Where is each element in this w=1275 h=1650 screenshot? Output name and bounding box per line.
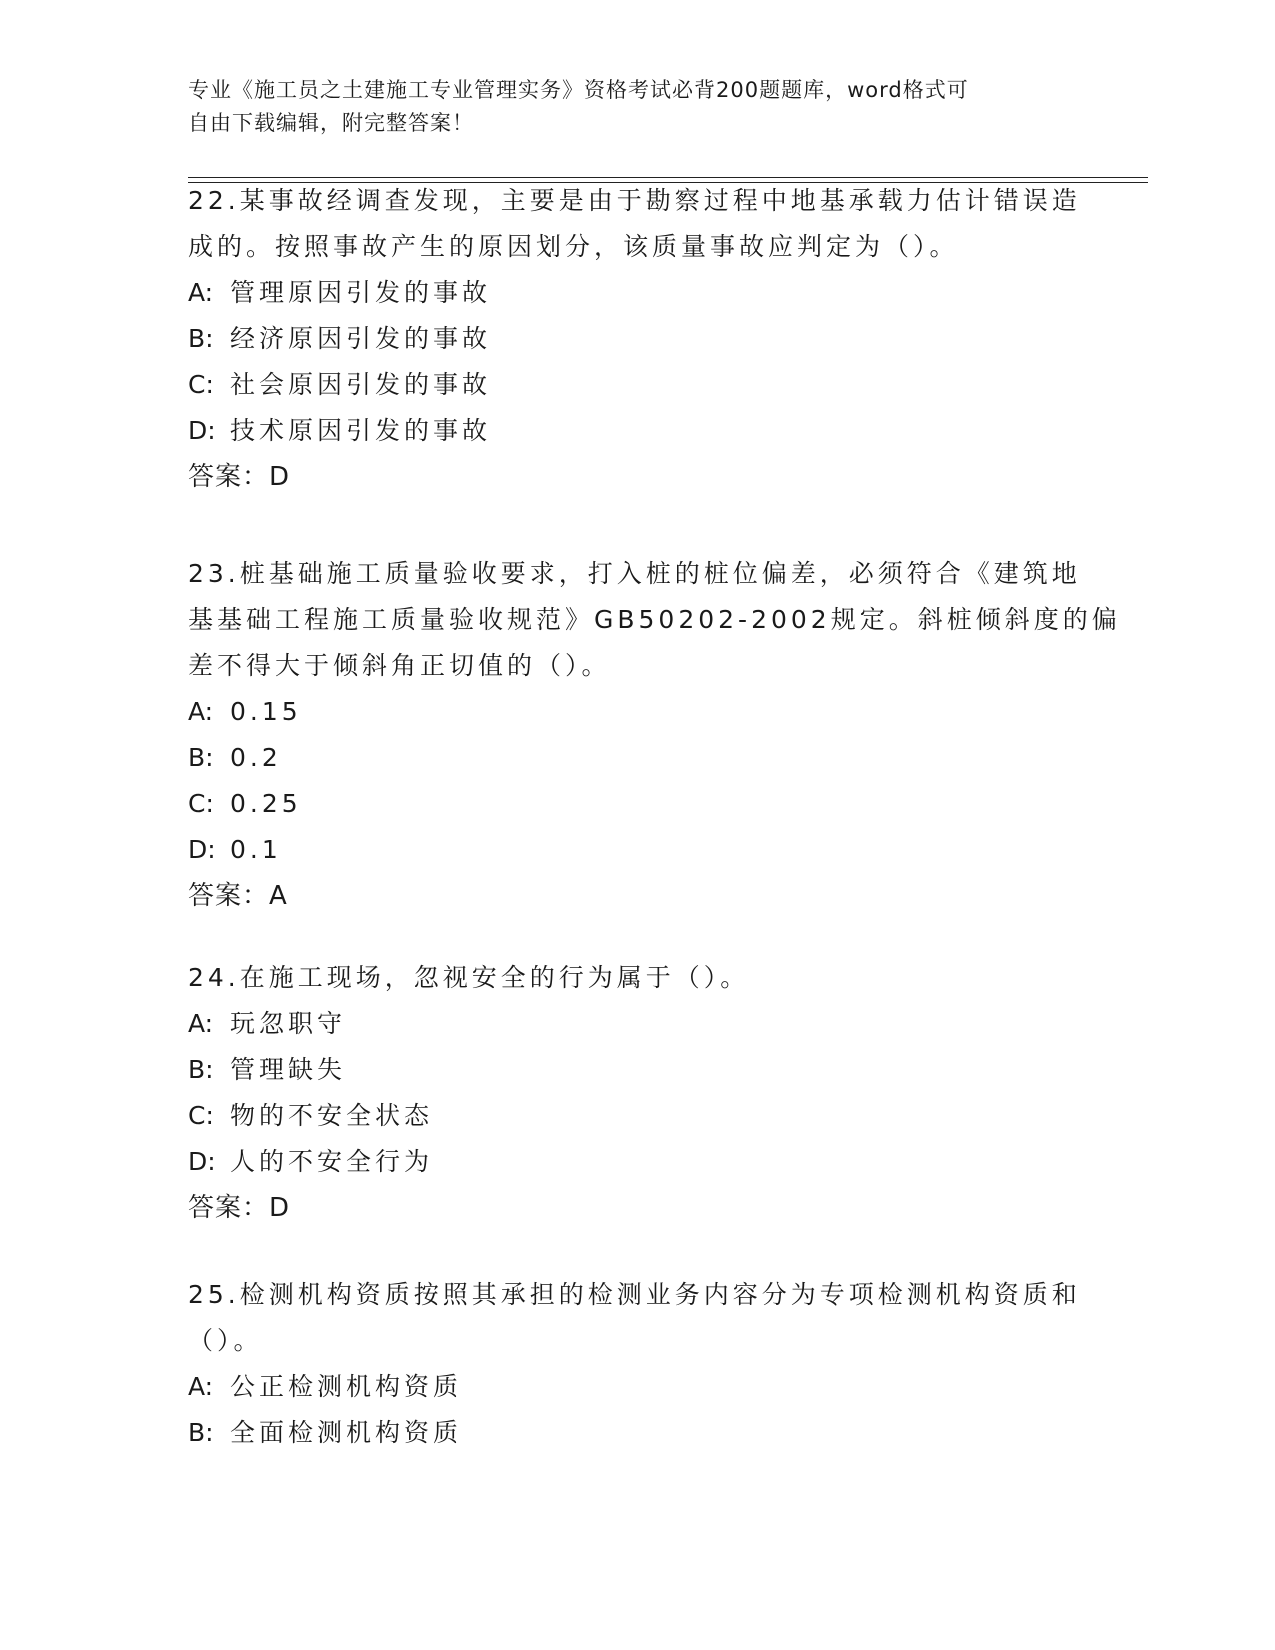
option-b [188, 316, 1088, 362]
option-text: 社会原因引发的事故 [230, 370, 492, 399]
option-letter: A: [188, 697, 214, 726]
answer-line: 答案：D [188, 1193, 291, 1223]
option-d [188, 408, 1088, 454]
question-stem-line: 22.某事故经调查发现，主要是由于勘察过程中地基承载力估计错误造 [188, 186, 1081, 215]
option-d [188, 1139, 1088, 1185]
option-text: 0.15 [230, 697, 302, 726]
option-text: 玩忽职守 [230, 1009, 347, 1038]
question-24 [188, 955, 1088, 1231]
question-stem-line: 成的。按照事故产生的原因划分，该质量事故应判定为（）。 [188, 232, 959, 261]
option-d [188, 827, 1088, 873]
question-stem-line: 25.检测机构资质按照其承担的检测业务内容分为专项检测机构资质和 [188, 1280, 1081, 1309]
option-text: 人的不安全行为 [230, 1147, 434, 1176]
option-a [188, 1364, 1088, 1410]
option-a [188, 689, 1088, 735]
option-letter: C: [188, 370, 214, 399]
option-letter: C: [188, 1101, 214, 1130]
option-letter: B: [188, 1418, 214, 1447]
header-line-2: 自由下载编辑，附完整答案！ [188, 111, 474, 135]
option-b [188, 1410, 1088, 1456]
option-a [188, 270, 1088, 316]
option-text: 物的不安全状态 [230, 1101, 434, 1130]
option-letter: D: [188, 416, 216, 445]
question-stem-line: 23.桩基础施工质量验收要求，打入桩的桩位偏差，必须符合《建筑地 [188, 559, 1081, 588]
answer-line: 答案：D [188, 462, 291, 492]
question-stem-line: （）。 [188, 1326, 263, 1355]
option-text: 全面检测机构资质 [230, 1418, 463, 1447]
option-letter: B: [188, 1055, 214, 1084]
option-a [188, 1001, 1088, 1047]
document-header [188, 74, 1088, 140]
option-letter: A: [188, 278, 214, 307]
answer-line: 答案：A [188, 881, 288, 911]
question-22 [188, 178, 1088, 500]
option-c [188, 1093, 1088, 1139]
option-b [188, 1047, 1088, 1093]
option-text: 0.2 [230, 743, 282, 772]
option-text: 0.25 [230, 789, 302, 818]
option-c [188, 781, 1088, 827]
option-text: 公正检测机构资质 [230, 1372, 463, 1401]
option-text: 管理缺失 [230, 1055, 347, 1084]
header-line-1: 专业《施工员之土建施工专业管理实务》资格考试必背200题题库，word格式可 [188, 78, 969, 102]
option-letter: C: [188, 789, 214, 818]
option-letter: A: [188, 1372, 214, 1401]
option-c [188, 362, 1088, 408]
option-letter: A: [188, 1009, 214, 1038]
option-text: 0.1 [230, 835, 282, 864]
option-letter: B: [188, 324, 214, 353]
question-stem-line: 差不得大于倾斜角正切值的（）。 [188, 651, 611, 680]
question-25 [188, 1272, 1088, 1456]
option-letter: D: [188, 1147, 216, 1176]
question-stem-line: 基基础工程施工质量验收规范》GB50202-2002规定。斜桩倾斜度的偏 [188, 605, 1121, 634]
option-letter: D: [188, 835, 216, 864]
option-text: 经济原因引发的事故 [230, 324, 492, 353]
option-b [188, 735, 1088, 781]
question-23 [188, 551, 1121, 919]
option-text: 技术原因引发的事故 [230, 416, 492, 445]
option-text: 管理原因引发的事故 [230, 278, 492, 307]
option-letter: B: [188, 743, 214, 772]
question-stem-line: 24.在施工现场，忽视安全的行为属于（）。 [188, 963, 750, 992]
